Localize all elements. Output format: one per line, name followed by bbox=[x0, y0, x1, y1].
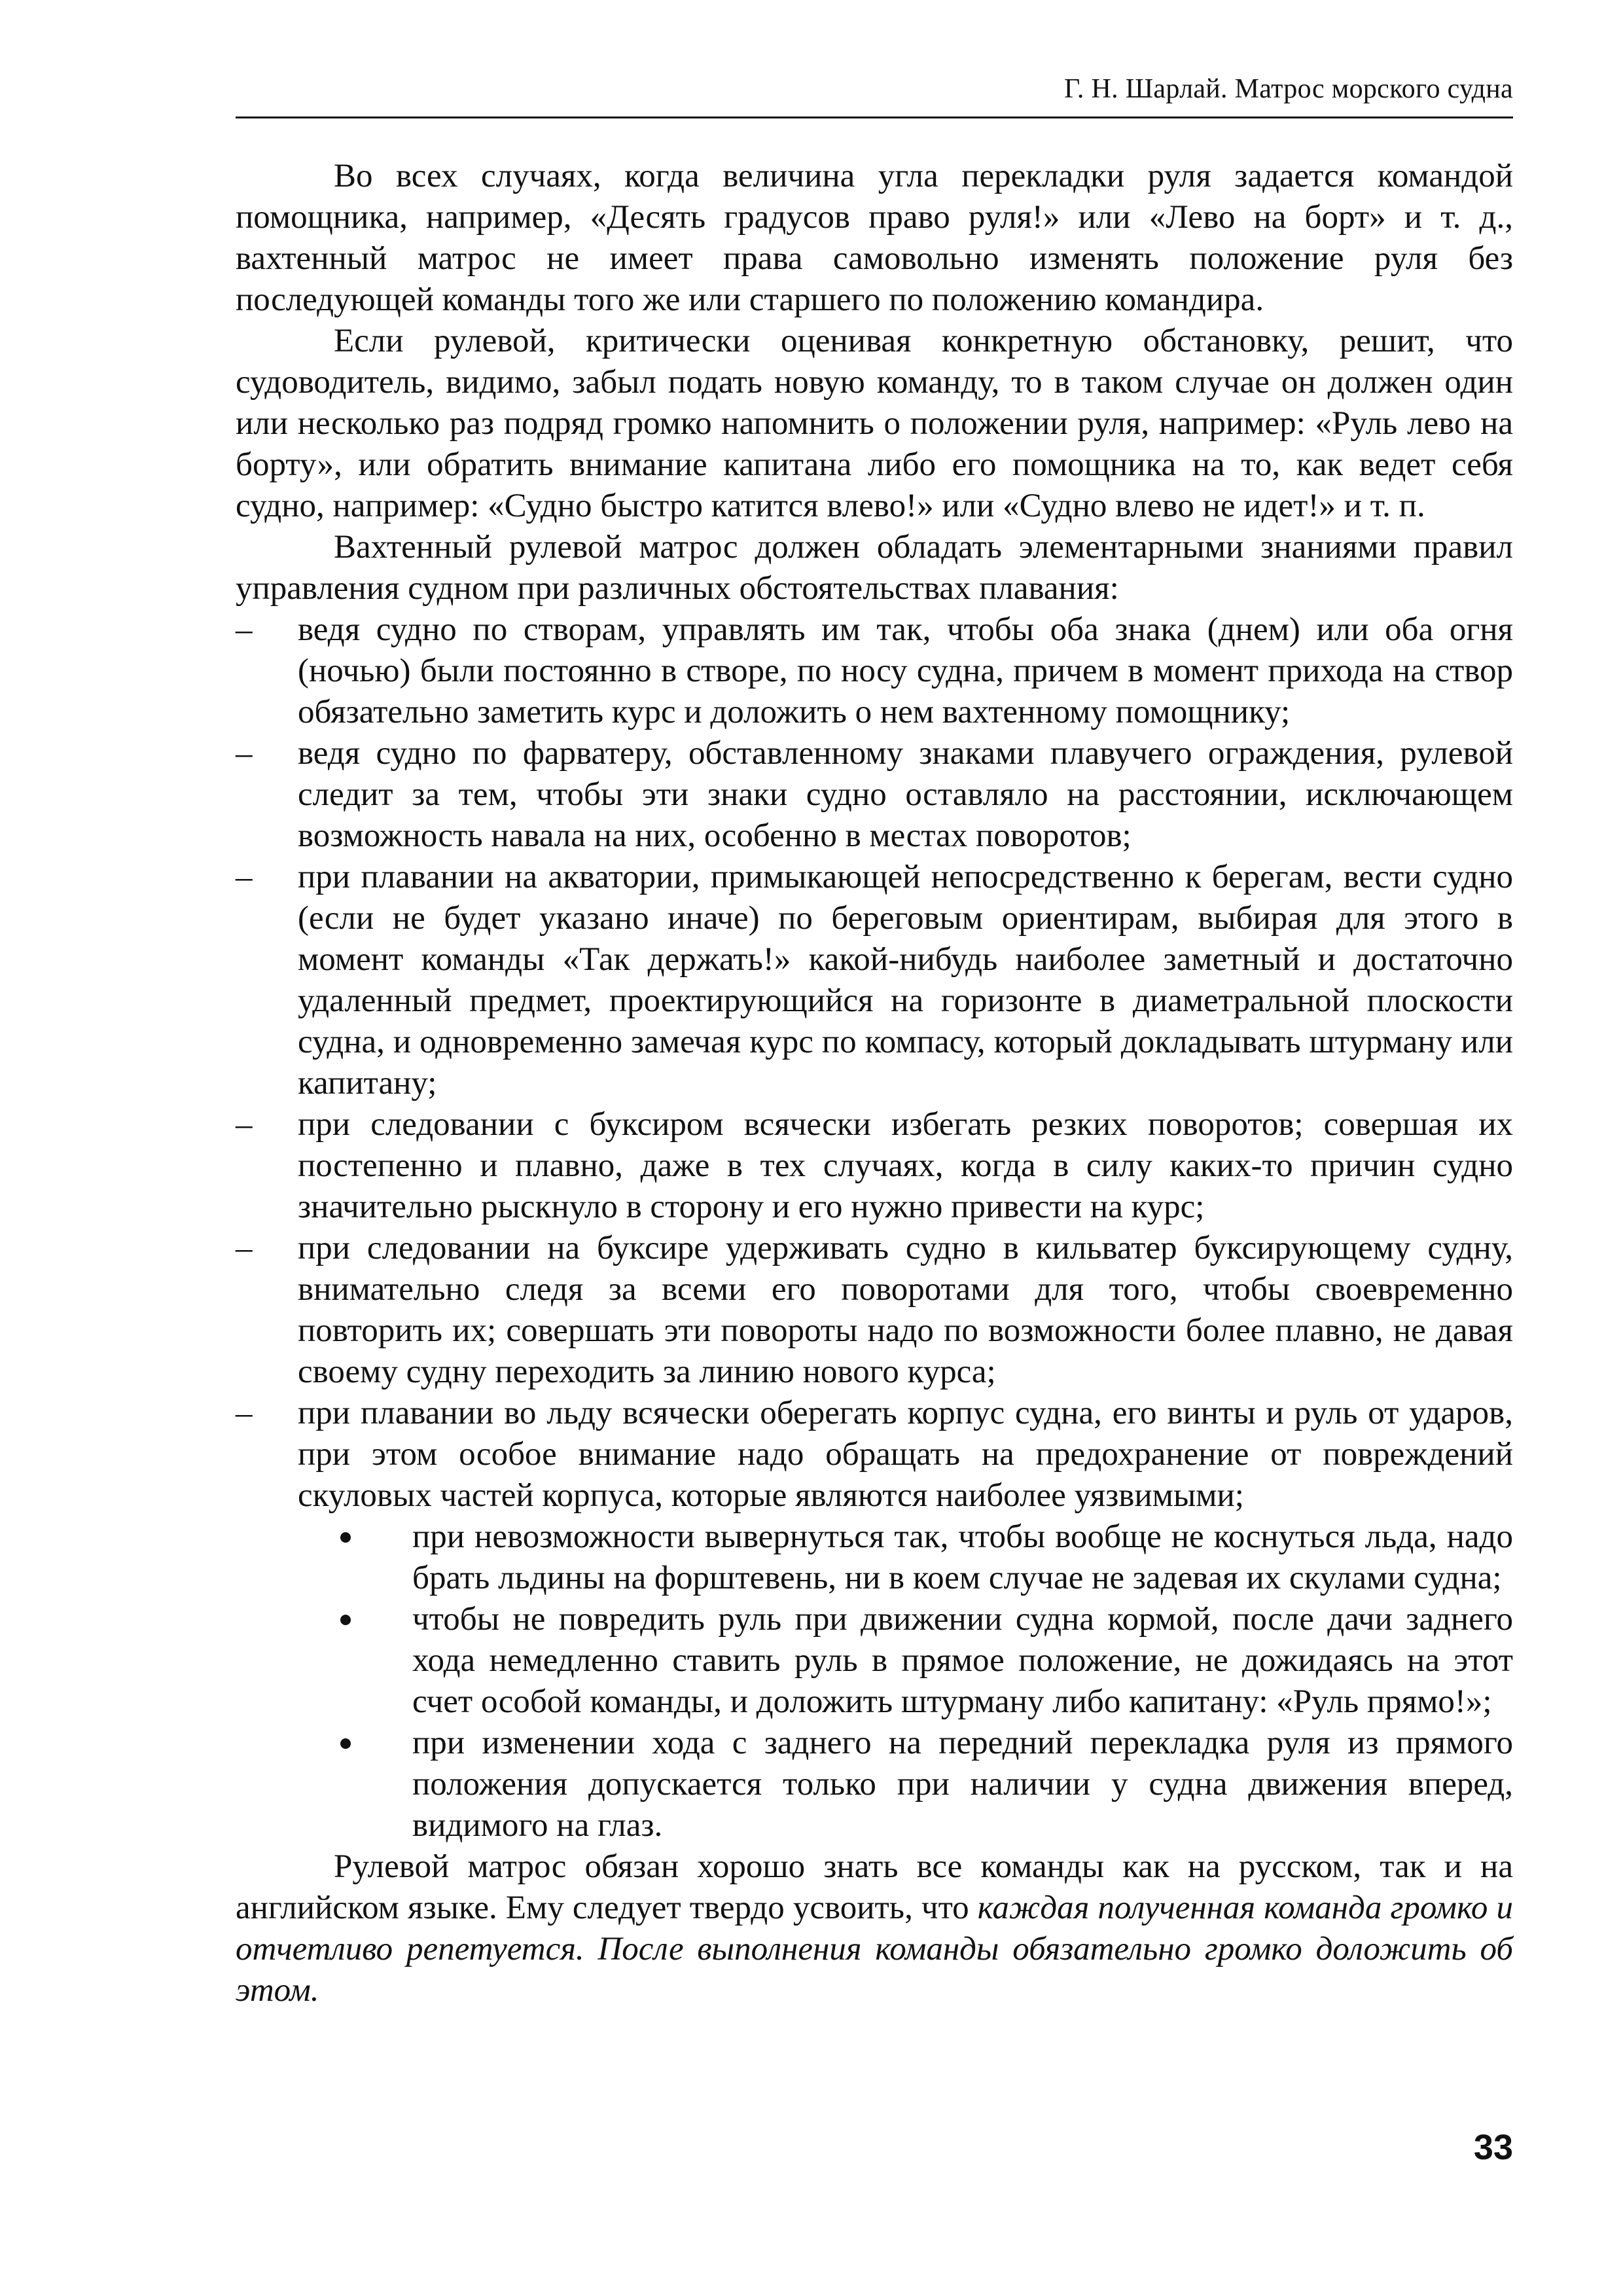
list-item-text: при плавании на акватории, примыкающей непосредственно к берегам, вести судно (если не будет указано иначе) по береговым ориентирам, выбирая для этого в момент команды «Так держать!» какой-нибудь наиболее заметный и достаточно удаленный предмет, проектирующийся на горизонте в диаметральной плоскости судна, и одновременно замечая курс по компасу, который докладывать штурману или капитану; bbox=[298, 859, 1513, 1102]
dash-marker: – bbox=[236, 611, 253, 648]
list-item-text: при следовании на буксире удерживать судно в кильватер буксирующему судну, внимательно следя за всеми его поворотами для того, чтобы своевременно повторить их; совершать эти повороты надо по возможности более плавно, не давая своему судну переходить за линию нового курса; bbox=[298, 1230, 1513, 1390]
bullet-list bbox=[236, 1516, 1513, 1846]
header-rule bbox=[236, 117, 1513, 118]
bullet-dot-icon bbox=[340, 1532, 351, 1543]
list-item-text: ведя судно по створам, управлять им так, чтобы оба знака (днем) или оба огня (ночью) были постоянно в створе, по носу судна, причем в момент прихода на створ обязательно заметить курс и доложить о нем вахтенному помощнику; bbox=[298, 611, 1513, 730]
dash-marker: – bbox=[236, 1230, 253, 1266]
list-item bbox=[236, 1228, 1513, 1393]
list-item bbox=[236, 1393, 1513, 1516]
dash-marker: – bbox=[236, 859, 253, 895]
closing-emphasis: каждая полученная команда громко и отчетливо репетуется. После выполнения команды обязательно громко доложить об этом. bbox=[236, 1890, 1513, 2009]
list-item-text: чтобы не повредить руль при движении судна кормой, после дачи заднего хода немедленно ставить руль в прямое положение, не дожидаясь на этот счет особой команды, и доложить штурману либо капитану: «Руль прямо!»; bbox=[412, 1601, 1513, 1720]
list-item-text: ведя судно по фарватеру, обставленному знаками плавучего ограждения, рулевой следит за тем, чтобы эти знаки судно оставляло на расстоянии, исключающем возможность навала на них, особенно в местах поворотов; bbox=[298, 735, 1513, 854]
list-item bbox=[236, 1104, 1513, 1228]
closing-text: Рулевой матрос обязан хорошо знать все команды как на русском, так и на английском языке. Ему следует твердо усвоить, что bbox=[236, 1848, 1513, 1926]
dash-marker: – bbox=[236, 1106, 253, 1143]
list-item bbox=[412, 1723, 1513, 1846]
list-item bbox=[236, 609, 1513, 733]
dash-marker: – bbox=[236, 1395, 253, 1431]
bullet-dot-icon bbox=[340, 1738, 351, 1749]
list-item-text: при невозможности вывернуться так, чтобы вообще не коснуться льда, надо брать льдины на форштевень, ни в коем случае не задевая их скулами судна; bbox=[412, 1518, 1513, 1596]
dash-marker: – bbox=[236, 735, 253, 772]
list-item-text: при следовании с буксиром всячески избегать резких поворотов; совершая их постепенно и плавно, даже в тех случаях, когда в силу каких-то причин судно значительно рыскнуло в сторону и его нужно привести на курс; bbox=[298, 1106, 1513, 1225]
running-header: Г. Н. Шарлай. Матрос морского судна bbox=[1064, 74, 1513, 104]
paragraph-reminder: Если рулевой, критически оценивая конкретную обстановку, решит, что судоводитель, видимо, забыл подать новую команду, то в таком случае он должен один или несколько раз подряд громко напомнить о положении руля, например: «Руль лево на борту», или обратить внимание капитана либо его помощника на то, как ведет себя судно, например: «Судно быстро катится влево!» или «Судно влево не идет!» и т. п. bbox=[236, 323, 1513, 524]
dash-list bbox=[236, 609, 1513, 1516]
paragraph-knowledge: Вахтенный рулевой матрос должен обладать элементарными знаниями правил управления судном при различных обстоятельствах плавания: bbox=[236, 529, 1513, 607]
paragraph-closing bbox=[236, 1846, 1513, 2011]
body-text bbox=[236, 156, 1513, 2011]
list-item bbox=[412, 1516, 1513, 1599]
list-item bbox=[412, 1599, 1513, 1723]
list-item-text: при плавании во льду всячески оберегать корпус судна, его винты и руль от ударов, при этом особое внимание надо обращать на предохранение от повреждений скуловых частей корпуса, которые являются наиболее уязвимыми; bbox=[298, 1395, 1513, 1514]
list-item-text: при изменении хода с заднего на передний перекладка руля из прямого положения допускается только при наличии у судна движения вперед, видимого на глаз. bbox=[412, 1725, 1513, 1844]
list-item bbox=[236, 857, 1513, 1104]
bullet-dot-icon bbox=[340, 1615, 351, 1625]
page-number: 33 bbox=[1473, 2128, 1513, 2167]
paragraph-rudder-commands: Во всех случаях, когда величина угла перекладки руля задается командой помощника, например, «Десять градусов право руля!» или «Лево на борт» и т. д., вахтенный матрос не имеет права самовольно изменять положение руля без последующей команды того же или старшего по положению командира. bbox=[236, 158, 1513, 318]
list-item bbox=[236, 733, 1513, 857]
